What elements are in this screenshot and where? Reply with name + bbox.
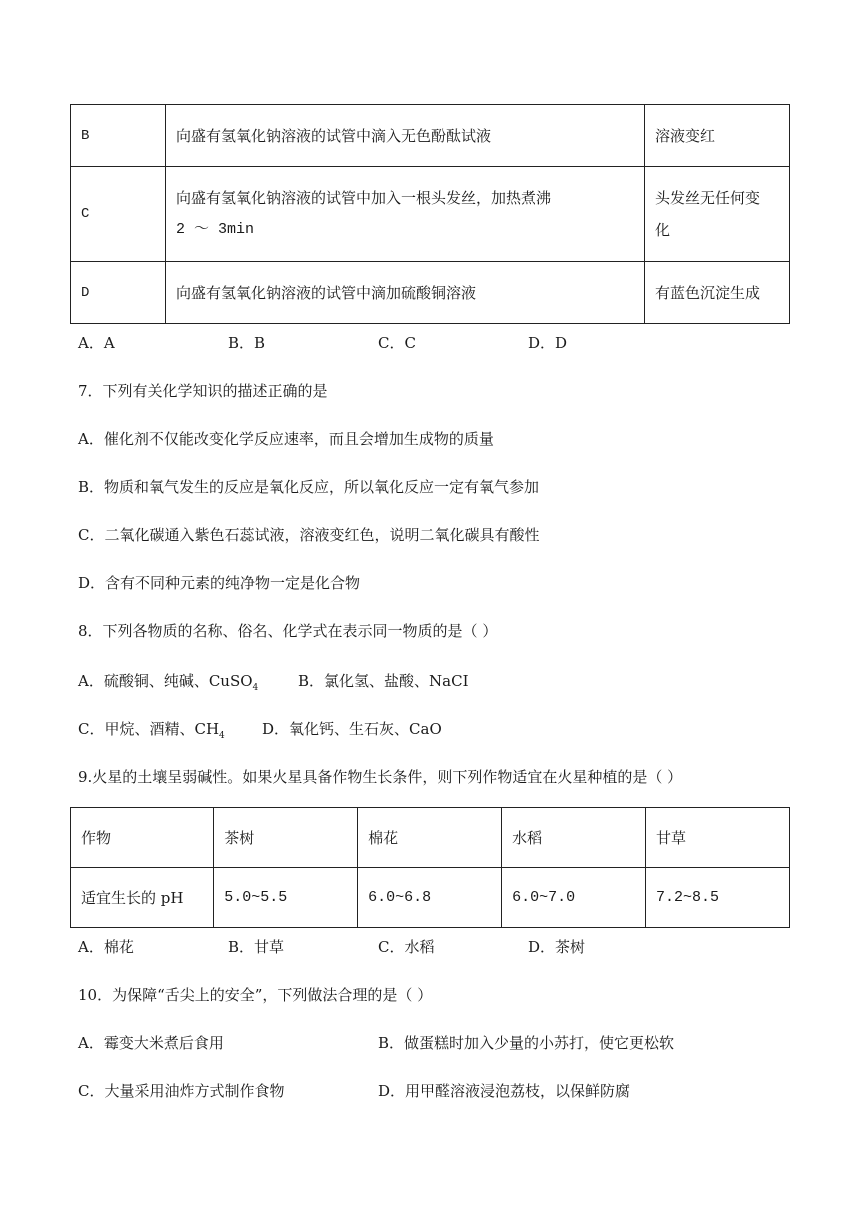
row-action: 向盛有氢氧化钠溶液的试管中滴加硫酸铜溶液 [166, 262, 645, 324]
q7-option-a: A．催化剂不仅能改变化学反应速率，而且会增加生成物的质量 [78, 430, 494, 448]
q9-option-c: C．水稻 [378, 938, 435, 956]
row-action [166, 167, 645, 262]
q10-option-d: D．用甲醛溶液浸泡荔枝，以保鲜防腐 [378, 1082, 631, 1100]
row-action-line2: 2 ～ 3min [176, 221, 255, 238]
q7-option-c: C．二氧化碳通入紫色石蕊试液，溶液变红色，说明二氧化碳具有酸性 [78, 526, 540, 544]
q10-stem: 10．为保障“舌尖上的安全”，下列做法合理的是（ ） [78, 986, 433, 1004]
table-row [71, 105, 790, 167]
q6-option-c: C．C [378, 334, 416, 352]
header-cell: 茶树 [214, 808, 358, 868]
q8-option-b: B．氯化氢、盐酸、NaCI [298, 672, 469, 690]
q9-option-d: D．茶树 [528, 938, 586, 956]
row-label: C [71, 167, 166, 262]
q6-option-d: D．D [528, 334, 568, 352]
q7-option-d: D．含有不同种元素的纯净物一定是化合物 [78, 574, 361, 592]
row-action-line1: 向盛有氢氧化钠溶液的试管中加入一根头发丝，加热煮沸 [176, 189, 552, 207]
q6-option-a: A．A [78, 334, 115, 352]
header-cell: 棉花 [358, 808, 502, 868]
q9-option-a: A．棉花 [78, 938, 134, 956]
header-cell: 甘草 [646, 808, 790, 868]
row-label: D [71, 262, 166, 324]
q9-stem: 9.火星的土壤呈弱碱性。如果火星具备作物生长条件，则下列作物适宜在火星种植的是（ ） [78, 768, 683, 786]
table-cell: 6.0~6.8 [358, 868, 502, 928]
q9-option-b: B．甘草 [228, 938, 285, 956]
table-cell: 5.0~5.5 [214, 868, 358, 928]
q7-stem: 7．下列有关化学知识的描述正确的是 [78, 382, 328, 400]
table-header-row [71, 808, 790, 868]
q8-option-a: A．硫酸铜、纯碱、CuSO$_4$ [78, 672, 259, 693]
crop-ph-table [70, 807, 790, 928]
table-cell: 7.2~8.5 [646, 868, 790, 928]
row-result-line2: 化 [655, 221, 671, 239]
header-cell: 水稻 [502, 808, 646, 868]
row-result: 溶液变红 [645, 105, 790, 167]
q10-option-c: C．大量采用油炸方式制作食物 [78, 1082, 285, 1100]
q8-option-c: C．甲烷、酒精、$CH_4$ [78, 720, 225, 741]
header-cell: 作物 [71, 808, 214, 868]
q10-option-a: A．霉变大米煮后食用 [78, 1034, 224, 1052]
row-label: B [71, 105, 166, 167]
row-result-line1: 头发丝无任何变 [655, 189, 761, 207]
row-result: 有蓝色沉淀生成 [645, 262, 790, 324]
q6-option-b: B．B [228, 334, 266, 352]
q7-option-b: B．物质和氧气发生的反应是氧化反应，所以氧化反应一定有氧气参加 [78, 478, 540, 496]
q8-option-d: D．氧化钙、生石灰、CaO [262, 720, 442, 738]
q8-stem: 8．下列各物质的名称、俗名、化学式在表示同一物质的是（ ） [78, 622, 498, 640]
table-row [71, 167, 790, 262]
experiment-table [70, 104, 790, 324]
table-row [71, 262, 790, 324]
row-result [645, 167, 790, 262]
table-row [71, 868, 790, 928]
table-cell: 6.0~7.0 [502, 868, 646, 928]
q10-option-b: B．做蛋糕时加入少量的小苏打，使它更松软 [378, 1034, 675, 1052]
row-action: 向盛有氢氧化钠溶液的试管中滴入无色酚酞试液 [166, 105, 645, 167]
table-cell: 适宜生长的 pH [71, 868, 214, 928]
